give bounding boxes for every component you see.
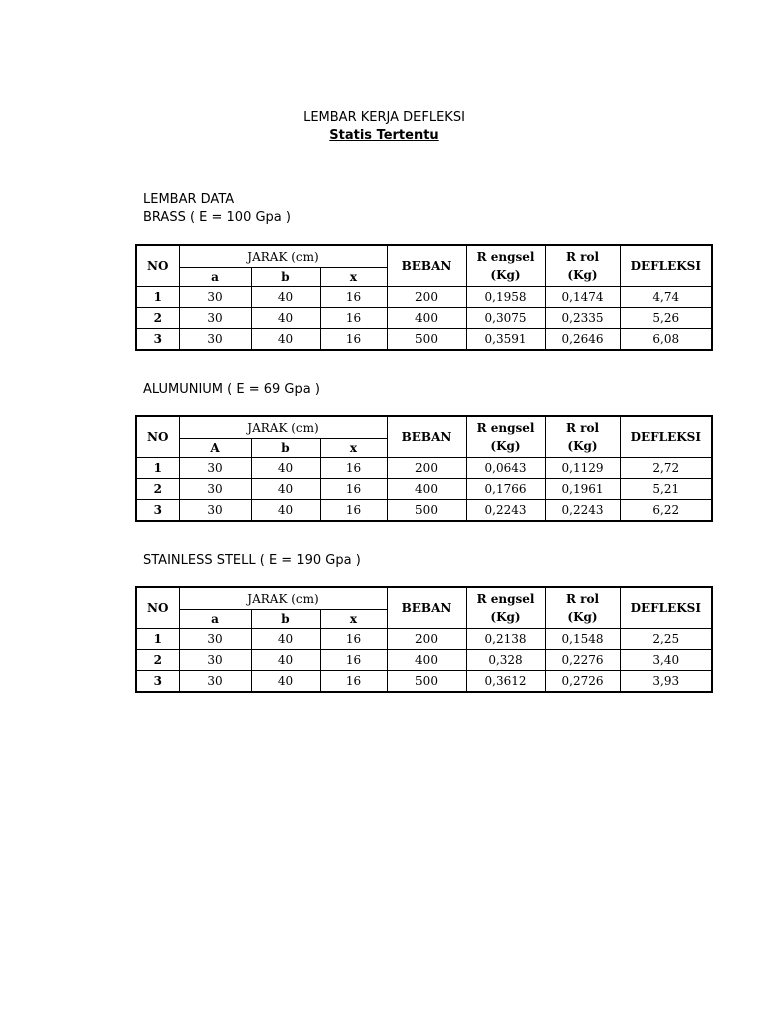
cell-defleksi: 3,40 — [620, 650, 712, 671]
table-row — [136, 629, 712, 650]
r-rol-label: R rol — [565, 592, 600, 606]
table-row — [136, 329, 712, 351]
cell-beban: 500 — [387, 500, 466, 522]
r-rol-unit: (Kg) — [567, 268, 598, 282]
column-header-a: a — [179, 610, 251, 629]
cell-no: 1 — [136, 458, 179, 479]
cell-r-engsel: 0,3612 — [466, 671, 545, 693]
cell-b: 40 — [251, 329, 320, 351]
cell-b: 40 — [251, 650, 320, 671]
cell-beban: 200 — [387, 287, 466, 308]
table-row — [136, 479, 712, 500]
table-row — [136, 287, 712, 308]
cell-r-engsel: 0,0643 — [466, 458, 545, 479]
cell-r-engsel: 0,1766 — [466, 479, 545, 500]
column-header-beban: BEBAN — [387, 416, 466, 458]
column-header-r-engsel — [466, 587, 545, 629]
column-header-b: b — [251, 439, 320, 458]
r-engsel-unit: (Kg) — [490, 439, 521, 453]
column-header-defleksi: DEFLEKSI — [620, 587, 712, 629]
r-rol-label: R rol — [565, 421, 600, 435]
cell-no: 1 — [136, 287, 179, 308]
cell-r-rol: 0,1474 — [545, 287, 620, 308]
r-engsel-label: R engsel — [476, 250, 535, 264]
cell-r-rol: 0,1129 — [545, 458, 620, 479]
column-header-defleksi: DEFLEKSI — [620, 245, 712, 287]
cell-x: 16 — [320, 458, 387, 479]
cell-r-engsel: 0,2138 — [466, 629, 545, 650]
cell-defleksi: 2,72 — [620, 458, 712, 479]
cell-x: 16 — [320, 479, 387, 500]
cell-defleksi: 6,08 — [620, 329, 712, 351]
cell-r-engsel: 0,3075 — [466, 308, 545, 329]
cell-a: 30 — [179, 671, 251, 693]
cell-defleksi: 5,21 — [620, 479, 712, 500]
cell-a: 30 — [179, 629, 251, 650]
cell-r-engsel: 0,328 — [466, 650, 545, 671]
column-header-a: a — [179, 268, 251, 287]
column-header-beban: BEBAN — [387, 587, 466, 629]
cell-x: 16 — [320, 500, 387, 522]
cell-a: 30 — [179, 650, 251, 671]
cell-defleksi: 2,25 — [620, 629, 712, 650]
column-header-beban: BEBAN — [387, 245, 466, 287]
column-header-no: NO — [136, 587, 179, 629]
cell-defleksi: 5,26 — [620, 308, 712, 329]
r-engsel-unit: (Kg) — [490, 610, 521, 624]
table-label-brass: BRASS ( E = 100 Gpa ) — [143, 210, 291, 225]
section-label: LEMBAR DATA — [143, 192, 235, 207]
column-header-x: x — [320, 439, 387, 458]
cell-no: 2 — [136, 650, 179, 671]
column-header-x: x — [320, 268, 387, 287]
r-rol-unit: (Kg) — [567, 439, 598, 453]
cell-r-rol: 0,1548 — [545, 629, 620, 650]
cell-x: 16 — [320, 650, 387, 671]
cell-b: 40 — [251, 287, 320, 308]
cell-r-engsel: 0,2243 — [466, 500, 545, 522]
cell-r-engsel: 0,3591 — [466, 329, 545, 351]
cell-beban: 200 — [387, 458, 466, 479]
cell-a: 30 — [179, 287, 251, 308]
cell-r-rol: 0,2243 — [545, 500, 620, 522]
column-header-jarak: JARAK (cm) — [179, 245, 387, 268]
column-header-jarak: JARAK (cm) — [179, 587, 387, 610]
data-table-brass — [135, 244, 713, 351]
table-label-alumunium: ALUMUNIUM ( E = 69 Gpa ) — [143, 382, 320, 397]
r-engsel-unit: (Kg) — [490, 268, 521, 282]
column-header-no: NO — [136, 416, 179, 458]
cell-no: 3 — [136, 500, 179, 522]
cell-no: 2 — [136, 308, 179, 329]
data-table-stainless — [135, 586, 713, 693]
column-header-x: x — [320, 610, 387, 629]
r-engsel-label: R engsel — [476, 592, 535, 606]
cell-r-rol: 0,2276 — [545, 650, 620, 671]
table-row — [136, 500, 712, 522]
cell-b: 40 — [251, 500, 320, 522]
cell-r-engsel: 0,1958 — [466, 287, 545, 308]
table-label-stainless: STAINLESS STELL ( E = 190 Gpa ) — [143, 553, 361, 568]
cell-a: 30 — [179, 308, 251, 329]
column-header-r-rol — [545, 416, 620, 458]
r-rol-unit: (Kg) — [567, 610, 598, 624]
column-header-r-rol — [545, 587, 620, 629]
cell-r-rol: 0,2726 — [545, 671, 620, 693]
page-subtitle: Statis Tertentu — [329, 128, 439, 143]
cell-b: 40 — [251, 458, 320, 479]
cell-x: 16 — [320, 671, 387, 693]
page-title: LEMBAR KERJA DEFLEKSI — [303, 110, 465, 125]
cell-a: 30 — [179, 329, 251, 351]
cell-defleksi: 6,22 — [620, 500, 712, 522]
column-header-jarak: JARAK (cm) — [179, 416, 387, 439]
cell-x: 16 — [320, 308, 387, 329]
data-table-alumunium — [135, 415, 713, 522]
column-header-r-engsel — [466, 245, 545, 287]
column-header-b: b — [251, 268, 320, 287]
cell-r-rol: 0,2335 — [545, 308, 620, 329]
cell-b: 40 — [251, 479, 320, 500]
column-header-a: A — [179, 439, 251, 458]
cell-x: 16 — [320, 629, 387, 650]
cell-beban: 500 — [387, 329, 466, 351]
cell-no: 2 — [136, 479, 179, 500]
cell-beban: 500 — [387, 671, 466, 693]
table-row — [136, 308, 712, 329]
cell-beban: 400 — [387, 308, 466, 329]
column-header-r-rol — [545, 245, 620, 287]
r-engsel-label: R engsel — [476, 421, 535, 435]
cell-b: 40 — [251, 629, 320, 650]
table-row — [136, 650, 712, 671]
cell-r-rol: 0,1961 — [545, 479, 620, 500]
column-header-b: b — [251, 610, 320, 629]
table-row — [136, 671, 712, 693]
cell-no: 1 — [136, 629, 179, 650]
cell-defleksi: 3,93 — [620, 671, 712, 693]
cell-r-rol: 0,2646 — [545, 329, 620, 351]
cell-x: 16 — [320, 329, 387, 351]
column-header-r-engsel — [466, 416, 545, 458]
r-rol-label: R rol — [565, 250, 600, 264]
cell-a: 30 — [179, 458, 251, 479]
column-header-defleksi: DEFLEKSI — [620, 416, 712, 458]
cell-x: 16 — [320, 287, 387, 308]
cell-a: 30 — [179, 479, 251, 500]
table-row — [136, 458, 712, 479]
column-header-no: NO — [136, 245, 179, 287]
cell-defleksi: 4,74 — [620, 287, 712, 308]
cell-no: 3 — [136, 329, 179, 351]
cell-b: 40 — [251, 671, 320, 693]
cell-beban: 400 — [387, 650, 466, 671]
cell-beban: 200 — [387, 629, 466, 650]
cell-b: 40 — [251, 308, 320, 329]
cell-a: 30 — [179, 500, 251, 522]
cell-beban: 400 — [387, 479, 466, 500]
cell-no: 3 — [136, 671, 179, 693]
